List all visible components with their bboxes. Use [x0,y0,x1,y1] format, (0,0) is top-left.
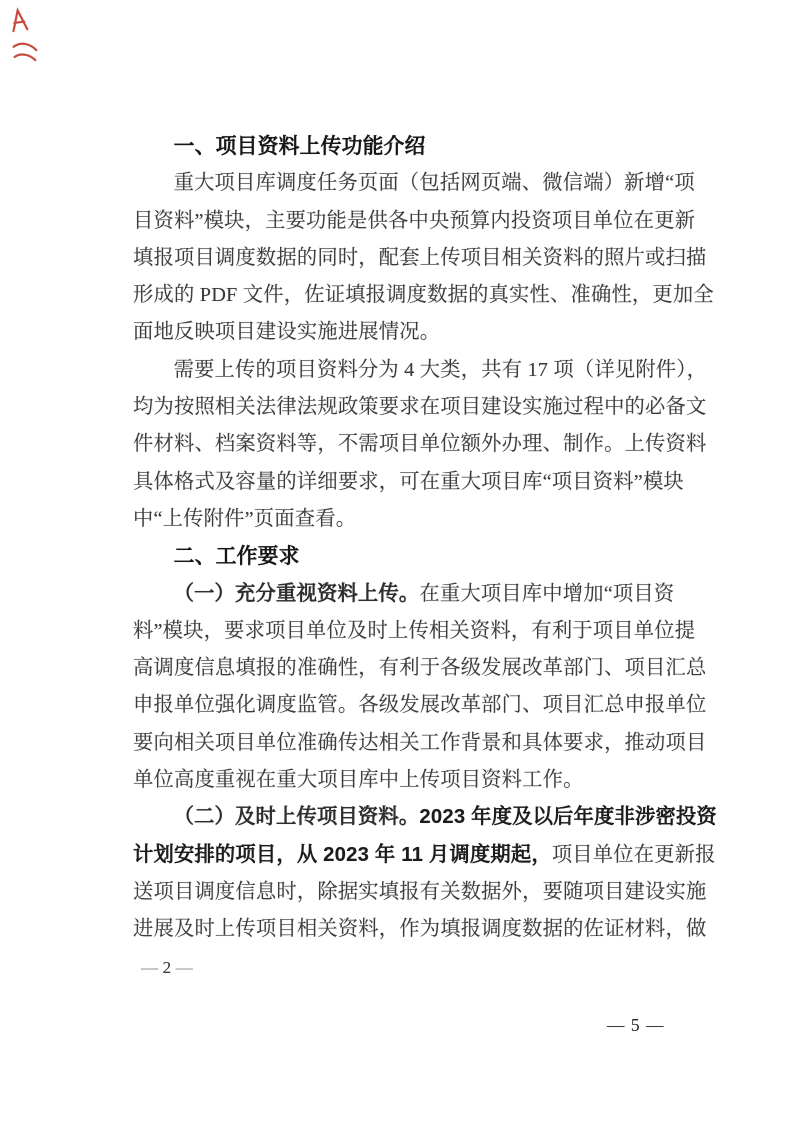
text-line [133,613,701,650]
red-annotation-marks [6,6,46,76]
text-segment: （二）及时上传项目资料。 [173,806,420,829]
text-segment: （一）充分重视资料上传。 [173,582,420,605]
text-segment: — [171,957,194,977]
section-heading-2 [133,538,701,575]
text-line [133,240,707,277]
text-segment: 目资料”模块，主要功能是供各中央预算内投资项目单位在更新 [133,209,696,232]
red-mark-icon [6,4,36,35]
text-segment: 件材料、档案资料等，不需项目单位额外办理、制作。上传资料 [133,433,707,456]
text-segment: 在重大项目库中增加“项目资 [419,582,675,605]
text-segment: 需要上传的项目资料分为 4 大类，共有 17 项（详见附件）， [173,358,708,381]
text-line [133,650,707,687]
text-segment: 2023 年度及以后年度非涉密投资 [419,806,717,829]
text-segment: 料”模块，要求项目单位及时上传相关资料，有利于项目单位提 [133,619,696,642]
text-line [133,277,714,314]
text-segment: 项目单位在更新报 [551,843,716,866]
text-line [133,874,707,911]
text-segment: 面地反映项目建设实施进展情况。 [133,321,441,344]
text-segment: 二、工作要求 [173,545,300,569]
text-line [133,911,707,948]
text-line [133,725,707,762]
text-segment: — [141,957,163,977]
text-segment: 申报单位强化调度监管。各级发展改革部门、项目汇总申报单位 [133,694,707,717]
text-segment: 单位高度重视在重大项目库中上传项目资料工作。 [133,769,584,792]
page-number-document: — 5 — [607,1015,665,1035]
text-segment: 重大项目库调度任务页面（包括网页端、微信端）新增“项 [173,172,695,195]
text-line [133,762,701,799]
text-segment: 一、项目资料上传功能介绍 [173,135,426,158]
red-mark-icon [9,39,42,68]
text-segment: 均为按照相关法律法规政策要求在项目建设实施过程中的必备文 [133,396,707,419]
text-segment: 送项目调度信息时，除据实填报有关数据外，要随项目建设实施 [133,880,707,903]
text-segment: 2 [162,957,172,977]
text-line [133,837,716,874]
text-line [133,203,701,240]
text-segment: 具体格式及容量的详细要求，可在重大项目库“项目资料”模块 [133,470,684,493]
section-heading-1 [133,128,701,165]
text-segment: 中“上传附件”页面查看。 [133,507,357,530]
text-line [133,314,701,351]
text-line [133,799,717,836]
text-segment: 要向相关项目单位准确传达相关工作背景和具体要求，推动项目 [133,731,707,754]
text-line [133,426,707,463]
text-segment: 计划安排的项目，从 2023 年 11 月调度期起， [133,843,552,866]
text-line [133,501,701,538]
text-line [133,576,701,613]
text-line [133,165,701,202]
text-segment: 进展及时上传项目相关资料，作为填报调度数据的佐证材料，做 [133,918,707,941]
text-line [133,389,707,426]
text-segment: 填报项目调度数据的同时，配套上传项目相关资料的照片或扫描 [133,246,707,269]
text-line [133,687,707,724]
text-line [133,464,701,501]
text-segment: 高调度信息填报的准确性，有利于各级发展改革部门、项目汇总 [133,657,707,680]
text-segment: 形成的 PDF 文件，佐证填报调度数据的真实性、准确性，更加全 [133,284,714,307]
page-number-scanned [133,949,701,986]
document-text-block [133,128,717,986]
text-line [133,352,708,389]
